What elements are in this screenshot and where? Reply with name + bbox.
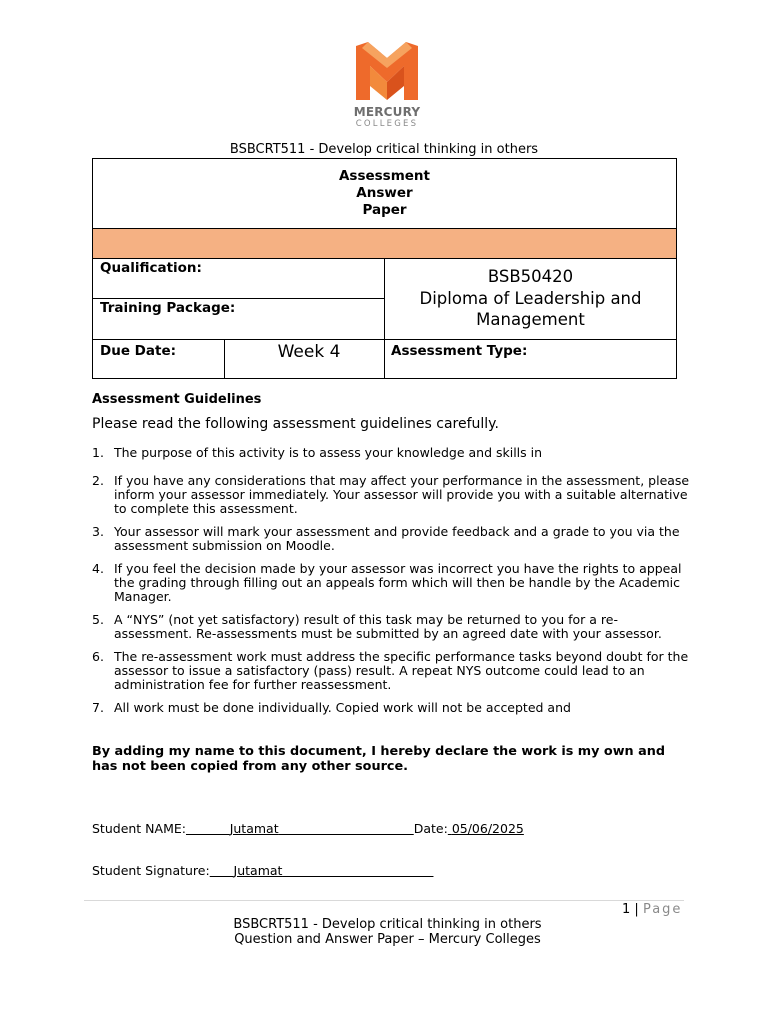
- qualification-label: Qualification:: [100, 260, 202, 276]
- footer-subtitle: Question and Answer Paper – Mercury Colleges: [234, 932, 541, 947]
- list-item-number: 3.: [92, 524, 104, 539]
- list-item-number: 7.: [92, 700, 104, 715]
- mercury-logo-icon: [354, 42, 420, 102]
- student-signature-row: [92, 863, 433, 878]
- table-title-line-3: Paper: [362, 202, 407, 218]
- guidelines-heading: Assessment Guidelines: [92, 392, 262, 407]
- list-item-text: If you feel the decision made by your assessor was incorrect you have the rights to appeal the grading through filling out an appeals form which will then be handle by the Academic Manager.: [114, 561, 682, 604]
- signature-value: Jutamat: [233, 863, 283, 878]
- mercury-colleges-logo: [350, 42, 424, 132]
- training-package-label: Training Package:: [100, 300, 236, 316]
- logo-wordmark-primary: MERCURY: [353, 105, 421, 119]
- list-item-text: The re-assessment work must address the specific performance tasks beyond doubt for the assessor to issue a satisfactory (pass) result. A repeat NYS outcome could lead to an administration fee for further reassessment.: [114, 649, 689, 692]
- date-label: Date:: [413, 821, 448, 836]
- list-item-number: 5.: [92, 612, 104, 627]
- list-item: [92, 650, 692, 692]
- student-name-label: Student NAME:: [92, 821, 186, 836]
- list-item: [92, 446, 692, 460]
- page-number: [622, 902, 682, 917]
- date-value: 05/06/2025: [451, 821, 524, 836]
- table-title-line-1: Assessment: [338, 168, 431, 184]
- qualification-name-line-1: Diploma of Leadership and: [419, 288, 642, 308]
- student-name-value: Jutamat: [229, 821, 279, 836]
- page-number-value: 1: [622, 902, 631, 917]
- qualification-value: [385, 266, 676, 331]
- table-title-cell: [93, 159, 676, 228]
- due-date-label: Due Date:: [100, 343, 176, 359]
- list-item: [92, 474, 692, 516]
- signature-label: Student Signature:: [92, 863, 210, 878]
- footer-divider: [84, 900, 684, 901]
- list-item-number: 2.: [92, 473, 104, 488]
- list-item-text: The purpose of this activity is to assess your knowledge and skills in: [114, 445, 543, 460]
- list-item-number: 1.: [92, 445, 104, 460]
- signature-field[interactable]: [210, 863, 434, 878]
- list-item-text: Your assessor will mark your assessment and provide feedback and a grade to you via the assessment submission on Moodle.: [114, 524, 680, 553]
- footer-title: BSBCRT511 - Develop critical thinking in others: [233, 917, 542, 932]
- table-color-band: [93, 229, 676, 258]
- list-item-number: 4.: [92, 561, 104, 576]
- guidelines-list: [92, 446, 692, 715]
- guidelines-intro: Please read the following assessment guidelines carefully.: [92, 416, 499, 432]
- list-item: [92, 562, 692, 604]
- list-item: [92, 525, 692, 553]
- list-item: [92, 701, 692, 715]
- declaration-text: By adding my name to this document, I hereby declare the work is my own and has not been copied from any other source.: [92, 744, 665, 774]
- due-date-value: Week 4: [277, 342, 341, 362]
- qualification-name-line-2: Management: [476, 310, 585, 329]
- list-item-text: A “NYS” (not yet satisfactory) result of this task may be returned to you for a re-assessment. Re-assessments must be submitted by an agreed date with your assessor.: [114, 612, 662, 641]
- header-title: BSBCRT511 - Develop critical thinking in others: [229, 142, 539, 157]
- assessment-info-table: [92, 158, 677, 379]
- assessment-type-label: Assessment Type:: [391, 343, 528, 359]
- student-name-row: [92, 821, 524, 836]
- table-divider: [93, 298, 385, 299]
- date-field[interactable]: [448, 821, 524, 836]
- list-item-text: If you have any considerations that may affect your performance in the assessment, please inform your assessor immediately. Your assessor will provide you with a suitable alternative to complete this assessment.: [114, 473, 690, 516]
- list-item: [92, 613, 692, 641]
- list-item-text: All work must be done individually. Copied work will not be accepted and: [114, 700, 571, 715]
- list-item-number: 6.: [92, 649, 104, 664]
- student-name-field[interactable]: [186, 821, 414, 836]
- table-title-line-2: Answer: [356, 185, 413, 201]
- qualification-code: BSB50420: [487, 267, 574, 286]
- page-separator: |: [634, 902, 639, 917]
- page-word: Page: [642, 902, 683, 917]
- logo-wordmark-secondary: COLLEGES: [355, 119, 419, 129]
